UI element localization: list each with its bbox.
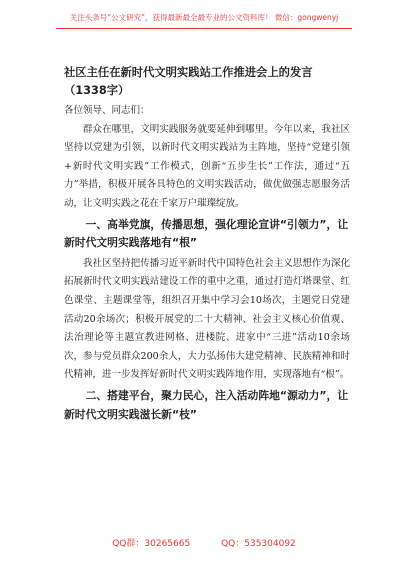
intro-paragraph: 群众在哪里，文明实践服务就要延伸到哪里。今年以来，我社区坚持以党建为引领，以新时代文明实践站为主阵地，坚持“党建引领+新时代文明实践”工作模式，创新“五步生长”工作法，通过“五力”举措，积极开展各具特色的文明实践活动，做优做强志愿服务活动，让文明实践之花在千家万户璀璨绽放。	[64, 123, 350, 209]
document-body	[64, 64, 350, 426]
footer-qq-group: QQ群：30265665	[112, 539, 191, 549]
header-divider	[56, 28, 352, 29]
document-title: 社区主任在新时代文明实践站工作推进会上的发言（1338字）	[64, 66, 313, 97]
footer-qq: QQ：535304092	[221, 539, 296, 549]
section-heading-2: 二、搭建平台，聚力民心，注入活动阵地“源动力”，让新时代文明实践滋长新“枝”	[64, 388, 349, 421]
header-banner: 关注头条号“公文研究”，获得最新最全最专业的公文资料库！ 微信：gongwenyj	[69, 13, 339, 22]
footer-contact	[0, 536, 408, 549]
section-heading-1: 一、高举党旗，传播思想，强化理论宣讲“引领力”，让新时代文明实践落地有“根”	[64, 217, 349, 250]
greeting: 各位领导、同志们：	[64, 105, 150, 116]
section-body-1: 我社区坚持把传播习近平新时代中国特色社会主义思想作为深化拓展新时代文明实践站建设工作的重中之重，通过打造灯塔课堂、红色课堂、主题课堂等，组织召开集中学习会10场次，主题党日党建活动20余场次；积极开展党的二十大精神、社会主义核心价值观、法治理论等主题宣教进网格、进楼院、进家中“三进”活动10余场次，参与党员群众200余人，大力弘扬伟大建党精神、民族精神和时代精神，进一步发挥好新时代文明实践阵地作用，实现落地有“根”。	[64, 257, 350, 381]
